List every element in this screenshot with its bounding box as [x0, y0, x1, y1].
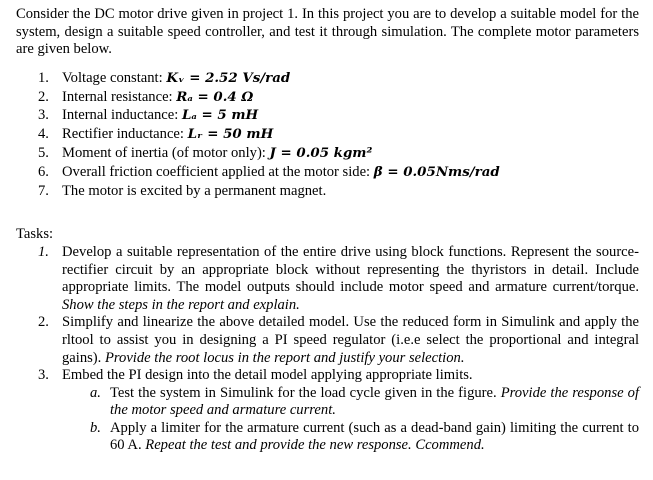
parameter-number: 4. [38, 126, 49, 143]
task-number: 2. [38, 314, 49, 331]
parameter-number: 7. [38, 182, 49, 199]
parameter-value: J = 0.05 kgm² [269, 144, 373, 161]
parameter-number: 2. [38, 88, 49, 105]
task-list [16, 244, 639, 455]
intro-paragraph: Consider the DC motor drive given in project 1. In this project you are to develop a suitable model for the system, design a suitable speed controller, and test it through simulation. The complete motor parameters are given below. [16, 6, 639, 58]
task-item [38, 244, 639, 314]
parameter-value: Kᵥ = 2.52 Vs/rad [166, 69, 291, 86]
parameter-item [38, 144, 639, 163]
parameter-value: Rₐ = 0.4 Ω [176, 88, 254, 105]
task-item [38, 314, 639, 367]
parameter-item [38, 182, 639, 201]
task-instruction: Show the steps in the report and explain. [62, 296, 300, 313]
task-text: Develop a suitable representation of the entire drive using block functions. Represent the source-rectifier circuit by an appropriate block without representing the thyristors in detail. Include appropriate limits. The model outputs should include motor speed and armature current/torque. [62, 243, 639, 296]
subtask-instruction: Repeat the test and provide the new response. Ccommend. [145, 437, 485, 454]
parameter-number: 1. [38, 69, 49, 86]
parameter-value: Lₐ = 5 mH [181, 107, 259, 124]
parameter-item [38, 125, 639, 144]
task-instruction: Provide the root locus in the report and justify your selection. [104, 349, 465, 366]
tasks-heading: Tasks: [16, 226, 54, 243]
parameter-item [38, 106, 639, 125]
subtask-list [62, 385, 639, 455]
task-text: Simplify and linearize the above detailed model. Use the reduced form in Simulink and apply the rltool to assist you in designing a PI speed regulator (i.e.e select the proportional and integral gains). [62, 314, 639, 366]
parameter-label: Moment of inertia (of motor only): [62, 144, 270, 161]
parameter-item [38, 69, 639, 88]
subtask-text: Apply a limiter for the armature current (such as a dead-band gain) limiting the current to 60 A. [110, 419, 639, 454]
parameter-label: Internal resistance: [62, 88, 177, 105]
parameter-label: The motor is excited by a permanent magnet. [62, 182, 327, 199]
parameter-value: Lᵣ = 50 mH [187, 126, 274, 143]
subtask-instruction: Provide the response of the motor speed and armature current. [110, 384, 639, 419]
parameter-item [38, 163, 639, 182]
task-text: Embed the PI design into the detail model applying appropriate limits. [62, 367, 473, 384]
parameter-label: Internal inductance: [62, 107, 182, 124]
subtask-text: Test the system in Simulink for the load cycle given in the figure. [110, 384, 501, 401]
task-item [38, 367, 639, 455]
parameter-list [16, 69, 639, 201]
parameter-label: Voltage constant: [62, 69, 167, 86]
parameter-label: Overall friction coefficient applied at the motor side: [62, 163, 374, 180]
parameter-label: Rectifier inductance: [62, 126, 188, 143]
parameter-number: 5. [38, 144, 49, 161]
parameter-number: 3. [38, 107, 49, 124]
task-number: 1. [38, 243, 49, 260]
subtask-letter: b. [90, 419, 101, 436]
parameter-value: β = 0.05Nms/rad [373, 163, 500, 180]
subtask-item [90, 420, 639, 455]
parameter-item [38, 88, 639, 107]
parameter-number: 6. [38, 163, 49, 180]
task-number: 3. [38, 367, 49, 384]
subtask-item [90, 385, 639, 420]
subtask-letter: a. [90, 384, 101, 401]
